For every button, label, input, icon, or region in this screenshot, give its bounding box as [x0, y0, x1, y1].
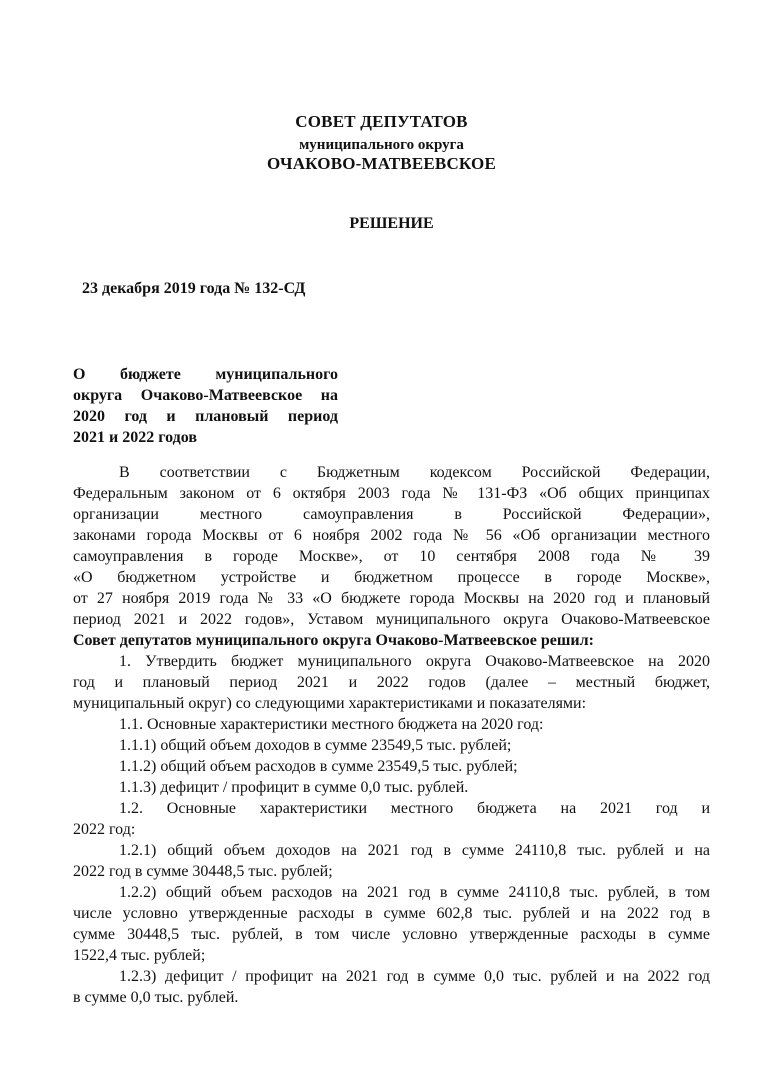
body-line: период 2021 и 2022 годов», Уставом муниципального округа Очаково-Матвеевское	[73, 611, 710, 628]
body-line: числе условно утвержденные расходы в сумме 602,8 тыс. рублей и на 2022 год в	[73, 905, 710, 922]
subject-line: округа Очаково-Матвеевское на	[73, 387, 338, 404]
body-line: год и плановый период 2021 и 2022 годов (далее – местный бюджет,	[73, 674, 710, 691]
body-line: 1.1. Основные характеристики местного бюджета на 2020 год:	[119, 716, 544, 733]
subject-line: 2020 год и плановый период	[73, 408, 338, 425]
body-line: самоуправления в городе Москве», от 10 сентября 2008 года № 39	[73, 548, 710, 565]
body-line: 1522,4 тыс. рублей;	[73, 947, 206, 964]
decision-body	[73, 462, 710, 1008]
body-line: 1.2. Основные характеристики местного бюджета на 2021 год и	[119, 800, 710, 817]
body-line: 1.2.1) общий объем доходов на 2021 год в сумме 24110,8 тыс. рублей и на	[119, 842, 710, 859]
body-line: муниципальный округ) со следующими характеристиками и показателями:	[73, 695, 587, 712]
body-line: сумме 30448,5 тыс. рублей, в том числе условно утвержденные расходы в сумме	[73, 926, 710, 943]
document-type: РЕШЕНИЕ	[349, 215, 434, 232]
body-line: в сумме 0,0 тыс. рублей.	[73, 989, 239, 1006]
subject-line: О бюджете муниципального	[73, 366, 338, 383]
resolution-statement: Совет депутатов муниципального округа Очаково-Матвеевское решил:	[73, 632, 594, 649]
district-line: муниципального округа	[299, 137, 464, 153]
body-line: организации местного самоуправления в Российской Федерации»,	[73, 506, 710, 523]
subject-line: 2021 и 2022 годов	[73, 429, 197, 446]
council-title: СОВЕТ ДЕПУТАТОВ	[295, 112, 468, 131]
body-line: законами города Москвы от 6 ноября 2002 года № 56 «Об организации местного	[73, 527, 710, 544]
body-line: 1.1.2) общий объем расходов в сумме 23549,5 тыс. рублей;	[119, 758, 518, 775]
body-line: «О бюджетном устройстве и бюджетном процессе в городе Москве»,	[73, 569, 710, 586]
body-line: 1.1.1) общий объем доходов в сумме 23549,5 тыс. рублей;	[119, 737, 512, 754]
body-line: 2022 год:	[73, 821, 136, 838]
body-line: 1.2.3) дефицит / профицит на 2021 год в сумме 0,0 тыс. рублей и на 2022 год	[119, 968, 710, 985]
body-line: 1. Утвердить бюджет муниципального округа Очаково-Матвеевское на 2020	[119, 653, 710, 670]
body-line: Федеральным законом от 6 октября 2003 года № 131-ФЗ «Об общих принципах	[73, 485, 710, 502]
body-line: В соответствии с Бюджетным кодексом Российской Федерации,	[119, 464, 710, 481]
body-line: от 27 ноября 2019 года № 33 «О бюджете города Москвы на 2020 год и плановый	[73, 590, 710, 607]
date-and-number: 23 декабря 2019 года № 132-СД	[82, 280, 306, 297]
body-line: 1.2.2) общий объем расходов на 2021 год в сумме 24110,8 тыс. рублей, в том	[119, 884, 710, 901]
district-name: ОЧАКОВО-МАТВЕЕВСКОЕ	[267, 154, 496, 173]
body-line: 1.1.3) дефицит / профицит в сумме 0,0 тыс. рублей.	[119, 779, 469, 796]
decision-subject	[73, 364, 338, 448]
body-line: 2022 год в сумме 30448,5 тыс. рублей;	[73, 863, 333, 880]
